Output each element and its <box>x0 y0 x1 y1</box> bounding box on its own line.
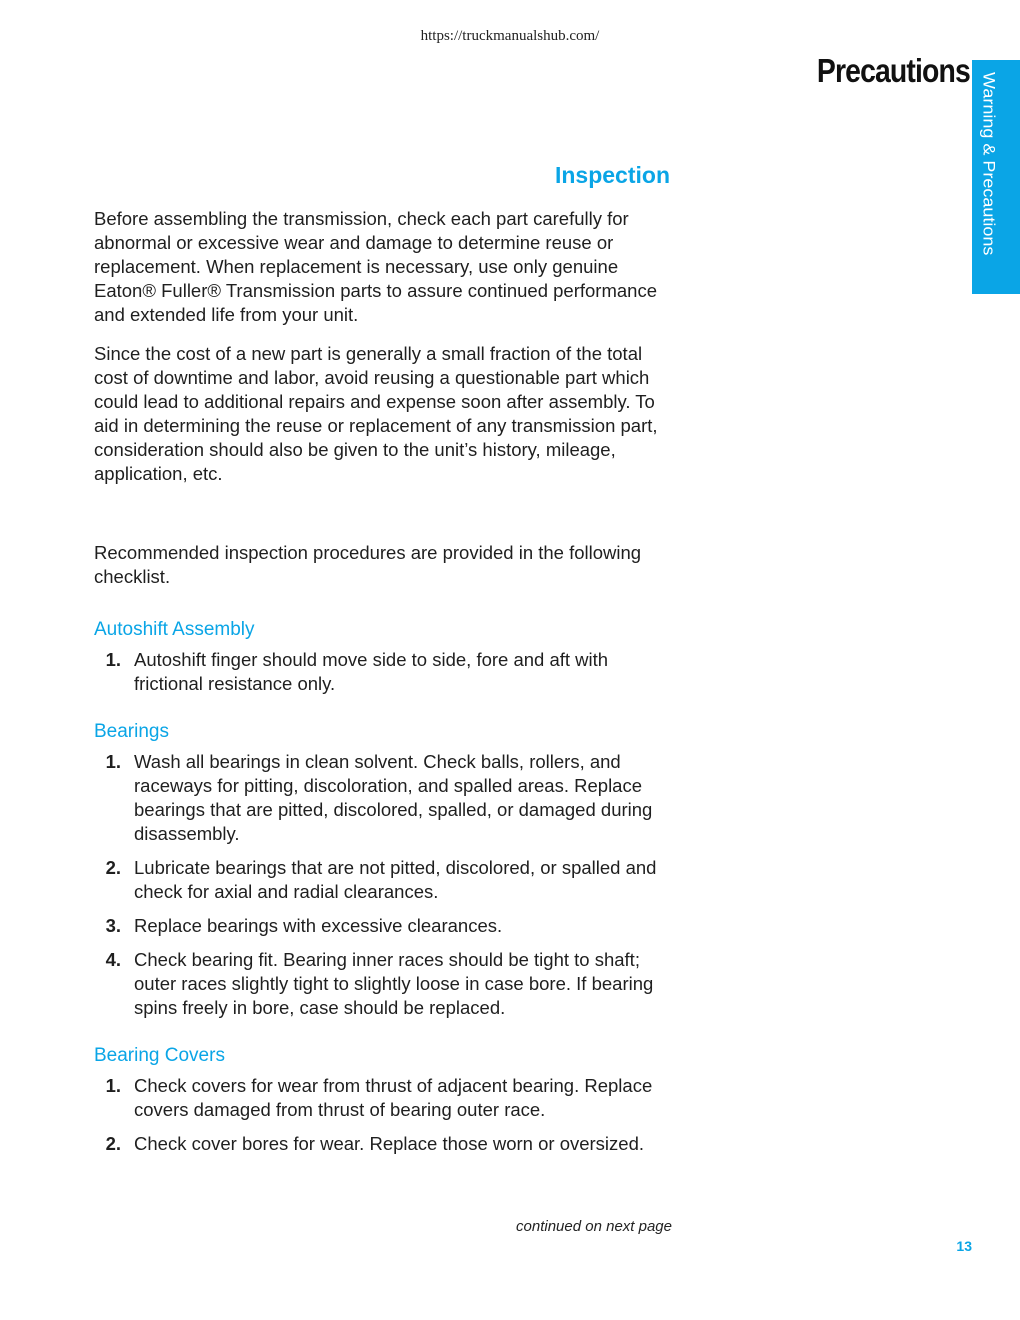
intro-paragraph-2 <box>94 342 674 486</box>
intro-text-3: Recommended inspection procedures are provided in the following checklist. <box>94 542 642 587</box>
item-number: 3. <box>105 915 121 936</box>
group-heading: Autoshift Assembly <box>94 619 255 640</box>
section-tab-label: Warning & Precautions <box>979 72 999 256</box>
page-number: 13 <box>956 1238 972 1254</box>
item-number: 2. <box>105 857 121 878</box>
item-text: Lubricate bearings that are not pitted, discolored, or spalled and check for axial and radial clearances. <box>134 857 657 902</box>
intro-paragraph-1 <box>94 207 674 327</box>
item-number: 1. <box>105 1075 121 1096</box>
list-item <box>94 948 674 1020</box>
item-number: 2. <box>105 1133 121 1154</box>
page-title: Precautions <box>817 52 970 89</box>
item-text: Check bearing fit. Bearing inner races should be tight to shaft; outer races slightly tight to slightly loose in case bore. If bearing spins freely in bore, case should be replaced. <box>134 949 654 1018</box>
list-item <box>94 1074 674 1122</box>
item-text: Check covers for wear from thrust of adjacent bearing. Replace covers damaged from thrust of bearing outer race. <box>134 1075 653 1120</box>
item-text: Autoshift finger should move side to side, fore and aft with frictional resistance only. <box>134 649 609 694</box>
intro-text-1: Before assembling the transmission, check each part carefully for abnormal or excessive wear and damage to determine reuse or replacement. When replacement is necessary, use only genuine Eaton® Fuller® Transmission parts to assure continued performance and extended life from your unit. <box>94 208 657 325</box>
group-heading: Bearings <box>94 721 169 742</box>
list-item <box>94 750 674 846</box>
item-number: 1. <box>105 649 121 670</box>
list-item <box>94 1132 674 1156</box>
item-text: Check cover bores for wear. Replace those worn or oversized. <box>134 1133 645 1154</box>
list-item <box>94 914 674 938</box>
continued-note: continued on next page <box>516 1218 672 1235</box>
item-text: Replace bearings with excessive clearances. <box>134 915 503 936</box>
group-bearings <box>94 720 674 1020</box>
group-heading: Bearing Covers <box>94 1045 225 1066</box>
list-item <box>94 648 674 696</box>
group-bearing-covers <box>94 1044 674 1156</box>
section-tab <box>972 60 1020 294</box>
item-number: 4. <box>105 949 121 970</box>
list-item <box>94 856 674 904</box>
intro-paragraph-3 <box>94 541 674 589</box>
source-url: https://truckmanualshub.com/ <box>420 28 600 44</box>
group-autoshift <box>94 618 674 696</box>
section-heading: Inspection <box>554 162 670 188</box>
item-number: 1. <box>105 751 121 772</box>
item-text: Wash all bearings in clean solvent. Check balls, rollers, and raceways for pitting, discoloration, and spalled areas. Replace bearings that are pitted, discolored, spalled, or damaged during disassembly. <box>134 751 653 844</box>
intro-text-2: Since the cost of a new part is generally a small fraction of the total cost of downtime and labor, avoid reusing a questionable part which could lead to additional repairs and expense soon after assembly. To aid in determining the reuse or replacement of any transmission part, consideration should also be given to the unit’s history, mileage, application, etc. <box>94 343 658 484</box>
